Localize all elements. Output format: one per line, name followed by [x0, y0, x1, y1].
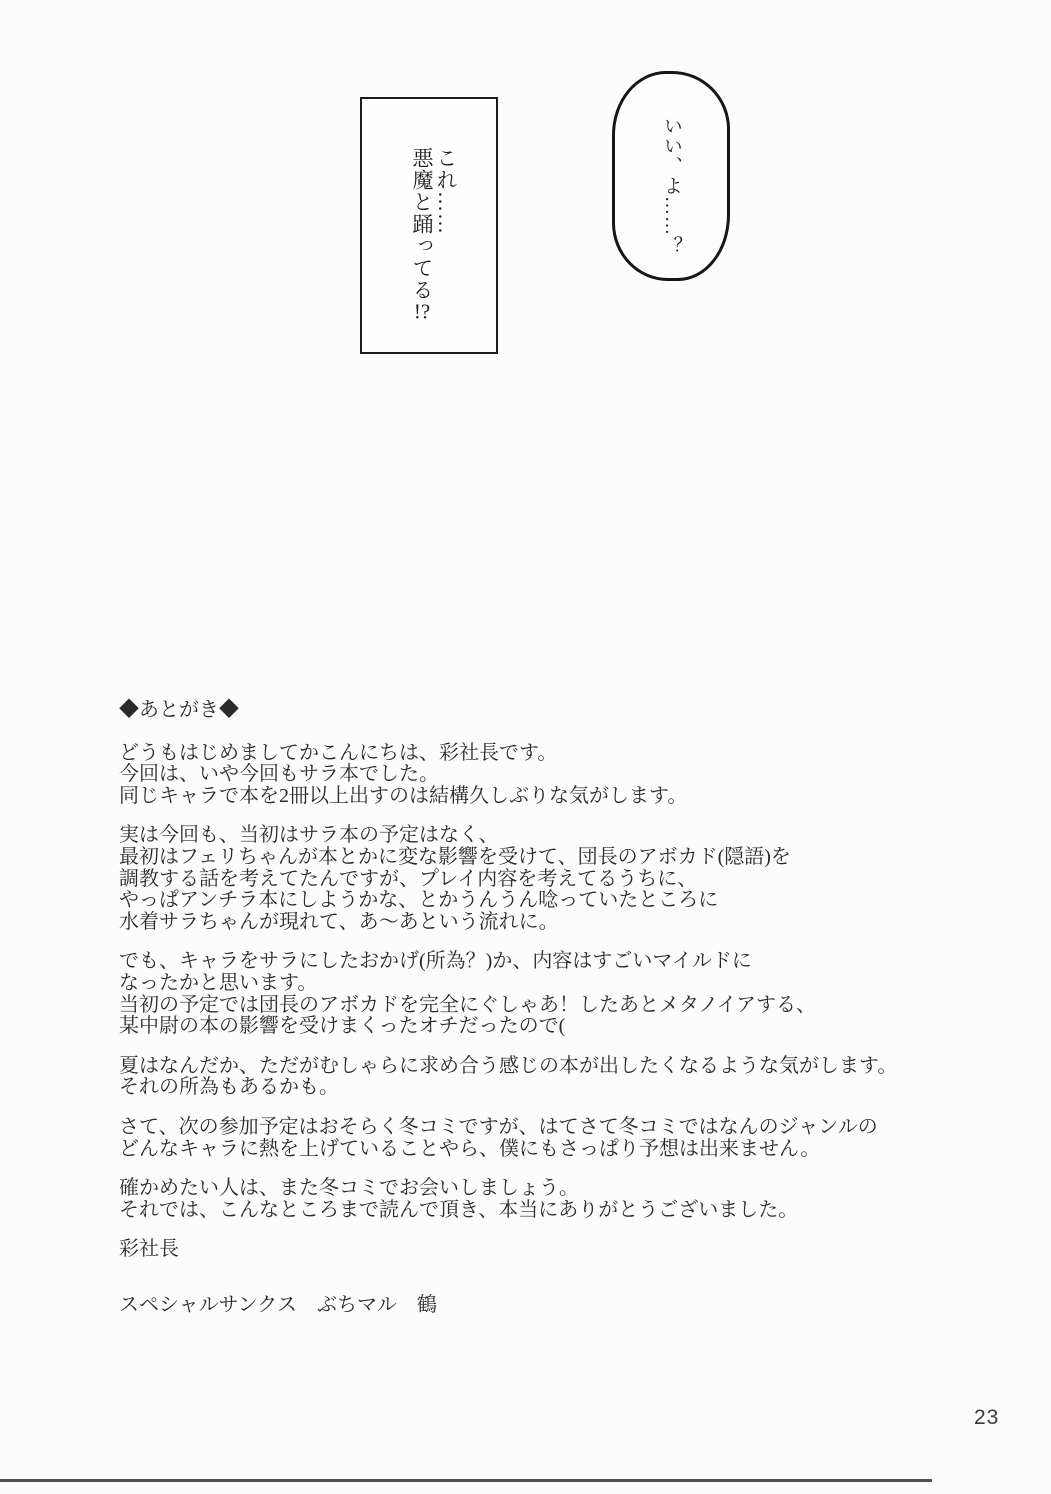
afterword-line: それの所為もあるかも。	[119, 1076, 339, 1099]
caption-box-panel	[360, 97, 498, 354]
afterword-line: なったかと思います。	[119, 971, 318, 994]
afterword-line: 確かめたい人は、また冬コミでお会いしましょう。	[119, 1177, 579, 1200]
afterword-section	[119, 700, 969, 1316]
afterword-paragraph-closing	[119, 1178, 969, 1221]
afterword-line: 水着サラちゃんが現れて、あ〜あという流れに。	[119, 910, 559, 933]
afterword-line: やっぱアンチラ本にしようかな、とかうんうん唸っていたところに	[119, 889, 719, 912]
afterword-line: 当初の予定では団長のアボカドを完全にぐしゃあ！したあとメタノイアする、	[119, 993, 816, 1016]
special-thanks: スペシャルサンクス ぶちマル 鶴	[119, 1293, 437, 1316]
speech-bubble-text: いい、よ……？	[661, 116, 682, 256]
speech-bubble	[612, 71, 730, 281]
afterword-line: それでは、こんなところまで読んで頂き、本当にありがとうございました。	[119, 1198, 799, 1221]
afterword-line: 夏はなんだか、ただがむしゃらに求め合う感じの本が出したくなるような気がします。	[119, 1054, 898, 1077]
afterword-line: 同じキャラで本を2冊以上出すのは結構久しぶりな気がします。	[119, 784, 688, 807]
afterword-line: さて、次の参加予定はおそらく冬コミですが、はてさて冬コミではなんのジャンルの	[119, 1115, 878, 1138]
afterword-paragraph-planning	[119, 825, 969, 933]
afterword-paragraph-summer	[119, 1056, 969, 1099]
caption-line-2: 悪魔と踊ってる!?	[410, 147, 434, 322]
afterword-line: 某中尉の本の影響を受けまくったオチだったので(	[119, 1015, 566, 1038]
afterword-line: 今回は、いや今回もサラ本でした。	[119, 763, 439, 786]
page-number: 23	[974, 1406, 1000, 1429]
afterword-line: どうもはじめましてかこんにちは、彩社長です。	[119, 741, 558, 764]
afterword-line: 実は今回も、当初はサラ本の予定はなく、	[119, 824, 499, 847]
caption-interrobang: !?	[413, 301, 431, 322]
afterword-paragraph-greeting	[119, 743, 969, 808]
afterword-paragraph-content	[119, 951, 969, 1037]
afterword-line: でも、キャラをサラにしたおかげ(所為？)か、内容はすごいマイルドに	[119, 950, 752, 973]
afterword-line: どんなキャラに熱を上げていることやら、僕にもさっぱり予想は出来ません。	[119, 1137, 821, 1160]
scan-edge-line	[0, 1479, 932, 1482]
afterword-title: ◆あとがき◆	[119, 699, 239, 721]
author-signature: 彩社長	[119, 1238, 179, 1261]
afterword-line: 最初はフェリちゃんが本とかに変な影響を受けて、団長のアボカド(隠語)を	[119, 845, 791, 868]
afterword-paragraph-next-event	[119, 1117, 969, 1160]
caption-box-text	[410, 147, 458, 322]
afterword-line: 調教する話を考えてたんですが、プレイ内容を考えてるうちに、	[119, 867, 698, 890]
caption-line-1: これ……	[434, 147, 458, 235]
